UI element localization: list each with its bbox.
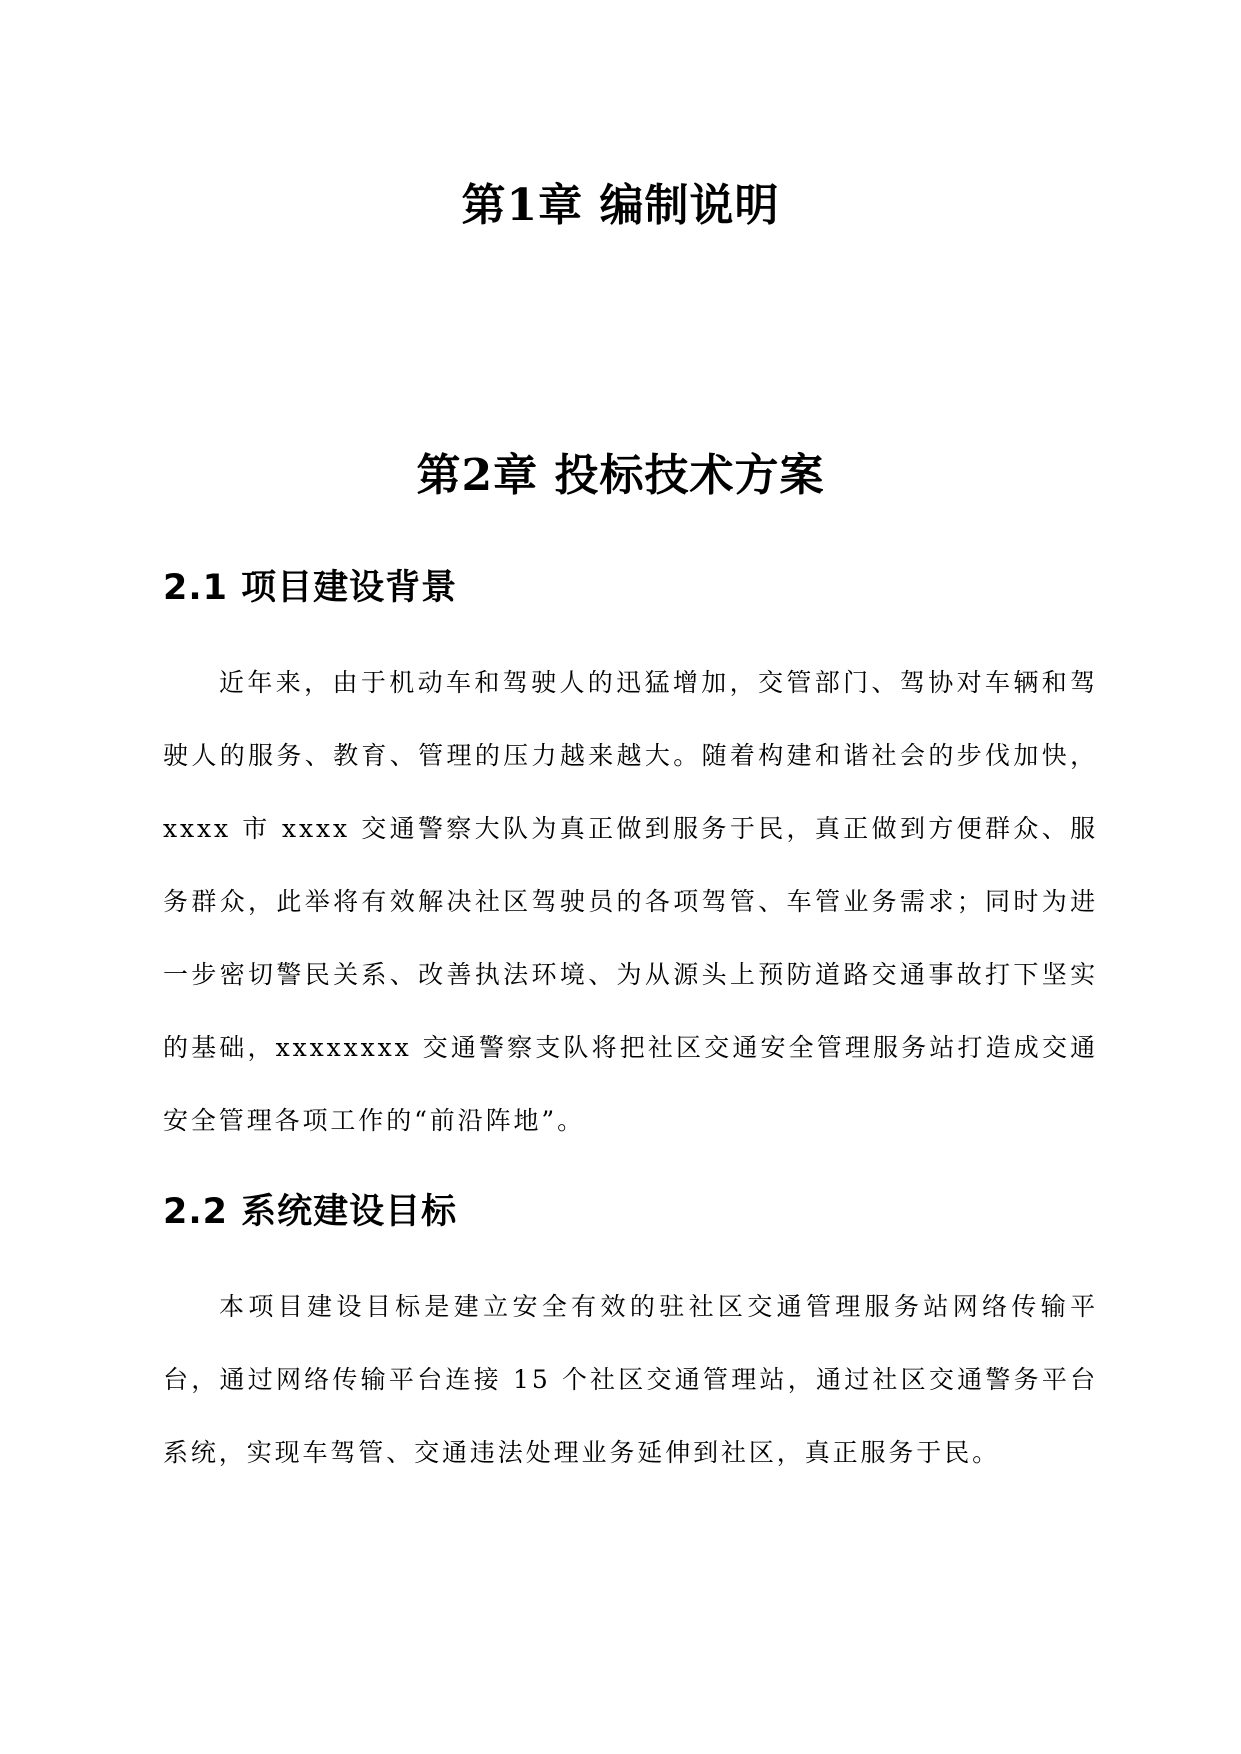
chapter-1-title: 第1章 编制说明 (461, 180, 780, 231)
section-2-2-paragraph: 本项目建设目标是建立安全有效的驻社区交通管理服务站网络传输平台，通过网络传输平台连接 15 个社区交通管理站，通过社区交通警务平台系统，实现车驾管、交通违法处理业务延伸到社区，真正服务于民。 (163, 1292, 1098, 1467)
chapter-2-title: 第2章 投标技术方案 (416, 450, 825, 501)
section-2-1-paragraph: 近年来，由于机动车和驾驶人的迅猛增加，交管部门、驾协对车辆和驾驶人的服务、教育、管理的压力越来越大。随着构建和谐社会的步伐加快，xxxx 市 xxxx 交通警察大队为真正做到服务于民，真正做到方便群众、服务群众，此举将有效解决社区驾驶员的各项驾管、车管业务需求；同时为进一步密切警民关系、改善执法环境、为从源头上预防道路交通事故打下坚实的基础，xxxxxxxx 交通警察支队将把社区交通安全管理服务站打造成交通安全管理各项工作的“前沿阵地”。 (163, 668, 1098, 1135)
section-2-1-title: 2.1 项目建设背景 (163, 568, 458, 608)
section-2-2-title: 2.2 系统建设目标 (163, 1192, 458, 1232)
